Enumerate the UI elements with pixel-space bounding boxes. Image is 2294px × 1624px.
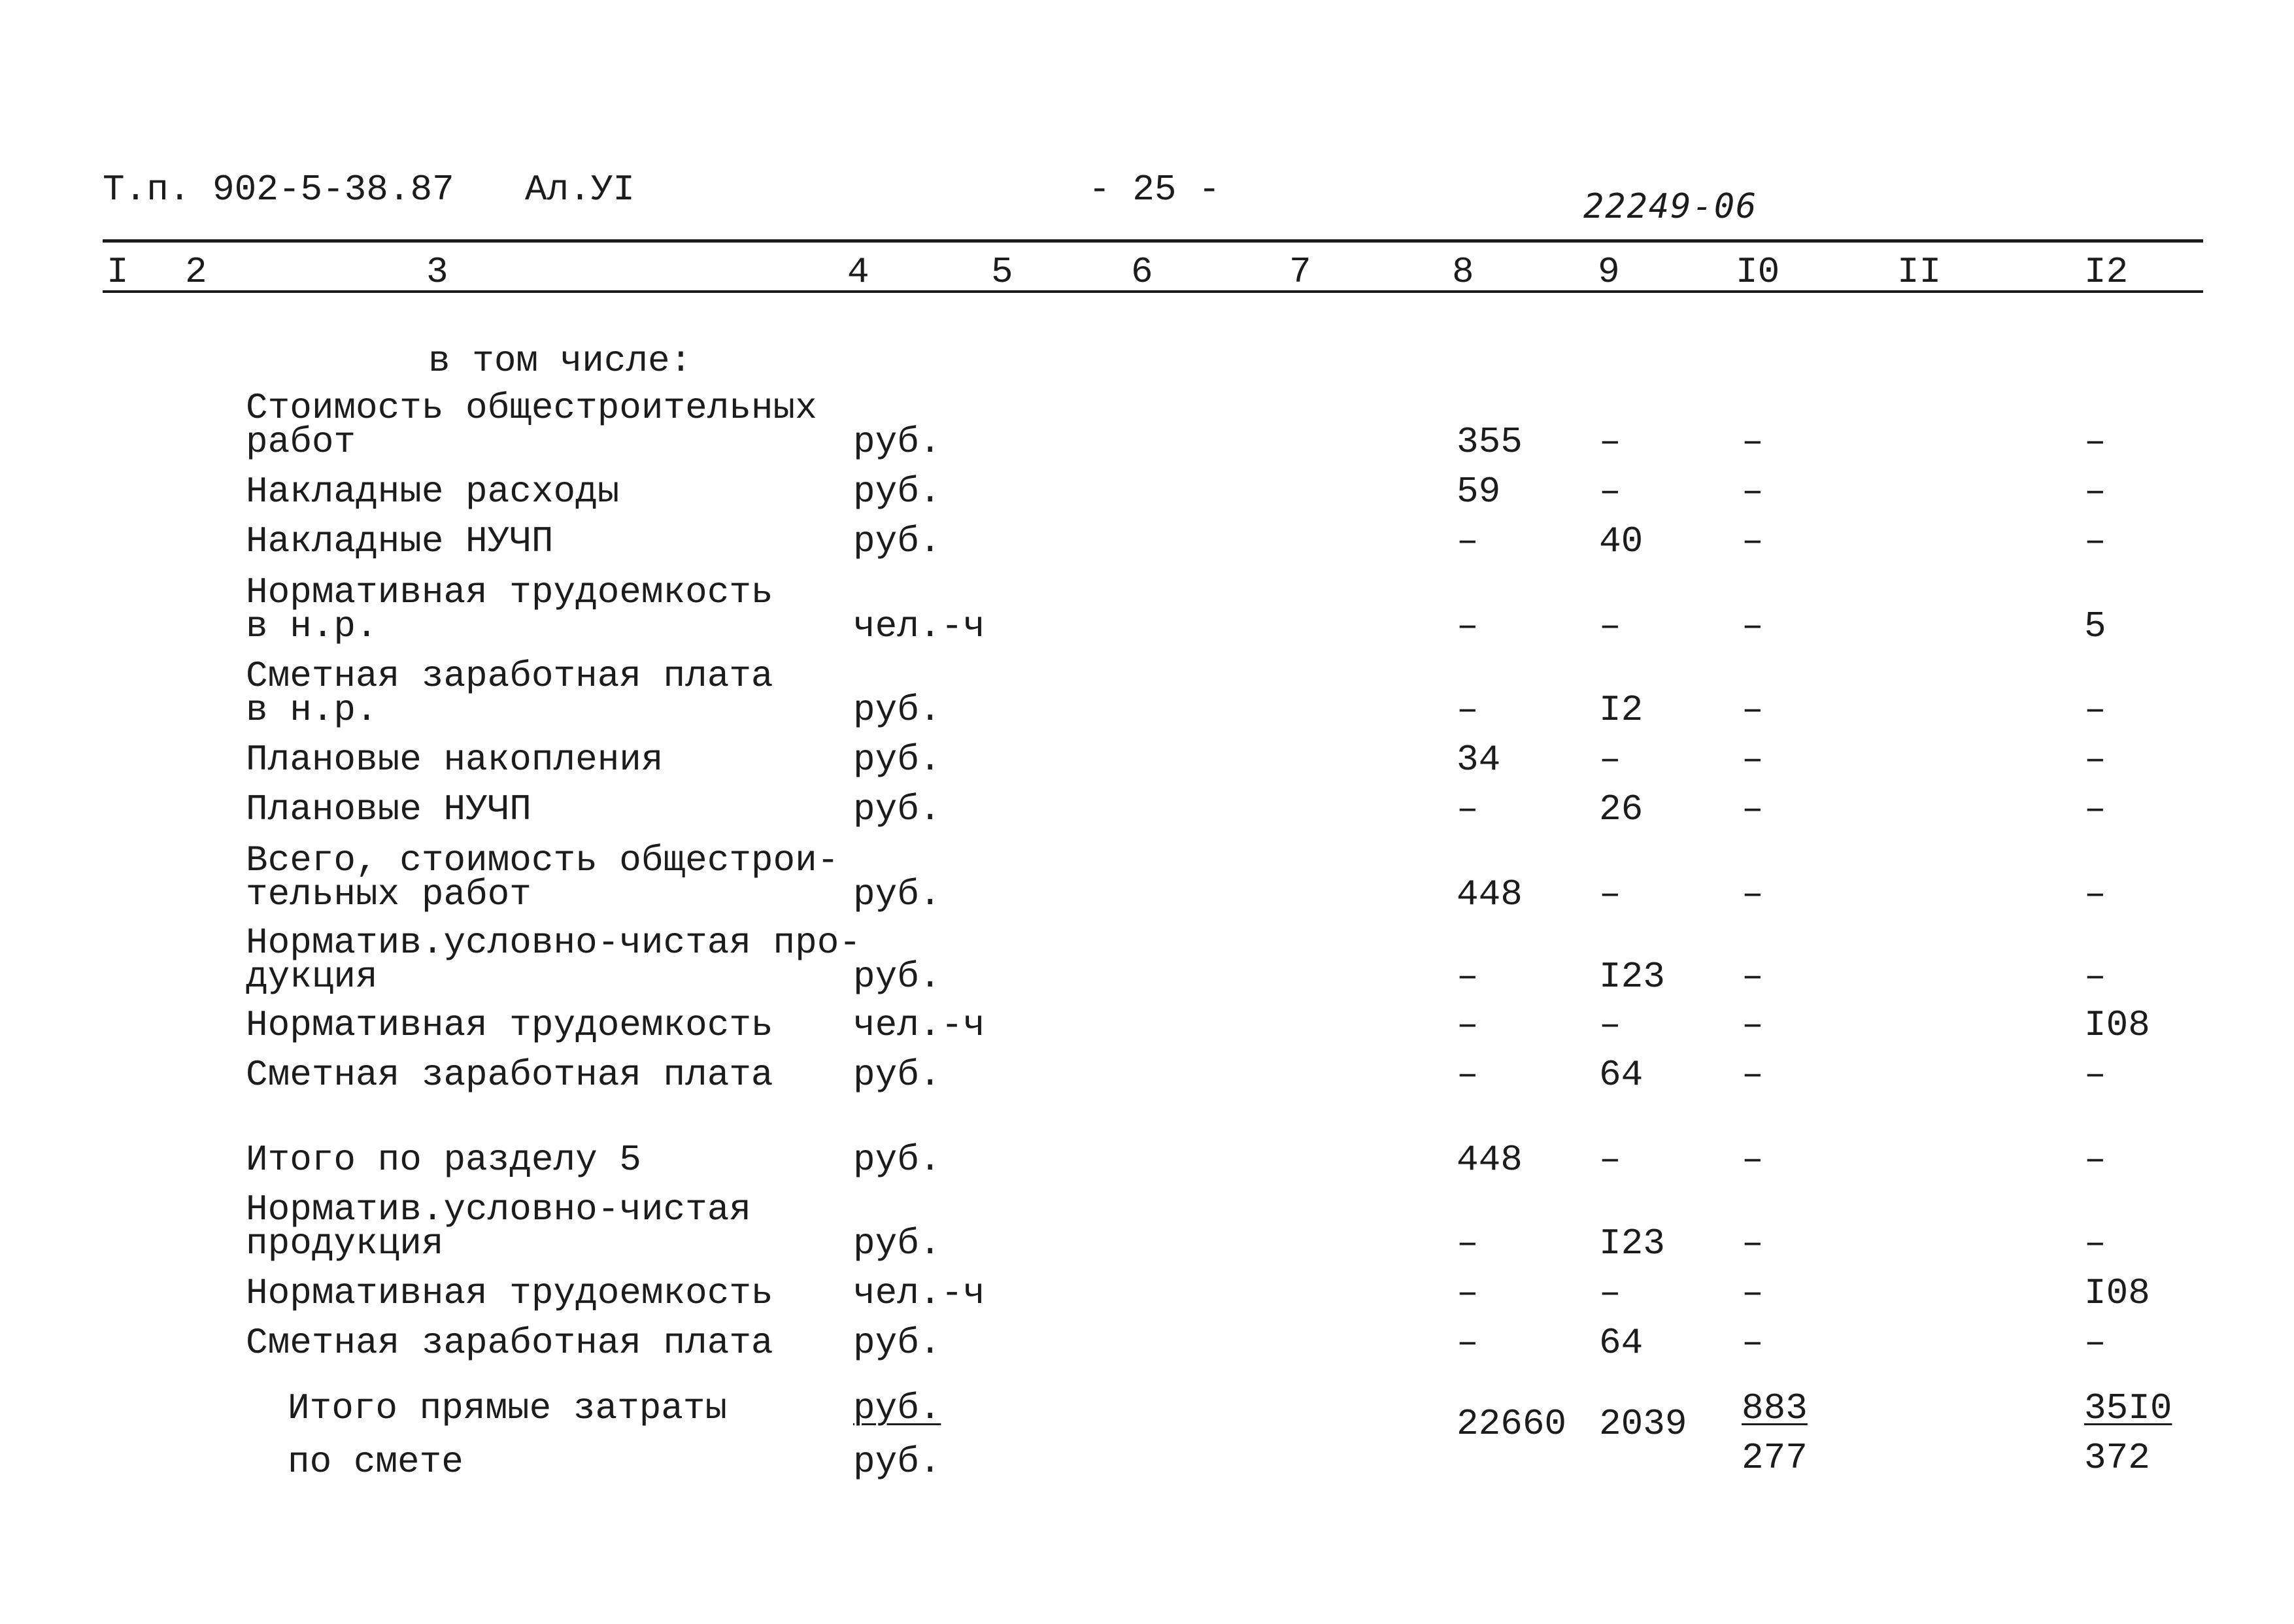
row-value-col8: – [1457,1054,1479,1096]
column-number-6: 6 [1131,251,1153,293]
total-label: Итого прямые затраты [288,1387,728,1429]
row-unit: руб. [853,1139,941,1181]
row-value-col9: – [1599,471,1621,513]
row-value-col10: – [1742,520,1764,562]
row-value-col9: – [1599,873,1621,915]
row-value-col9: 26 [1599,788,1644,830]
column-number-5: 5 [991,251,1013,293]
row-value-col9: I2 [1599,689,1644,731]
row-value-col10: – [1742,471,1764,513]
row-value-col9: – [1599,739,1621,781]
column-number-8: 8 [1452,251,1474,293]
row-label: Итого по разделу 5 [246,1139,641,1181]
row-value-col8: – [1457,689,1479,731]
row-value-col8: – [1457,1272,1479,1314]
row-label: Стоимость общестроительных работ [246,387,817,463]
row-value-col12: I08 [2084,1272,2150,1314]
total-value-col10-top: 883 [1742,1387,1808,1429]
row-value-col8: – [1457,956,1479,998]
inventory-number: 22249-06 [1583,187,1758,226]
row-value-col8: 448 [1457,1139,1523,1181]
row-value-col12: – [2084,956,2106,998]
row-label: Нормативная трудоемкость в н.р. [246,571,773,647]
row-label: Нормативная трудоемкость [246,1004,773,1046]
row-value-col10: – [1742,788,1764,830]
row-unit: руб. [853,1054,941,1096]
row-value-col12: – [2084,471,2106,513]
row-value-col12: – [2084,520,2106,562]
row-value-col8: – [1457,1322,1479,1364]
row-value-col10: – [1742,421,1764,463]
row-value-col9: – [1599,421,1621,463]
total-value-col10-bottom: 277 [1742,1437,1808,1479]
row-label: Плановые накопления [246,739,664,781]
row-unit: чел.-ч [853,1272,985,1314]
album-number: Ал.УI [525,169,635,211]
row-value-col9: 64 [1599,1054,1644,1096]
row-value-col9: – [1599,1272,1621,1314]
row-unit: руб. [853,1223,941,1264]
total-unit-estimate: руб. [853,1441,941,1483]
row-value-col10: – [1742,1223,1764,1264]
row-value-col8: 34 [1457,739,1501,781]
row-value-col9: I23 [1599,956,1665,998]
row-value-col9: 40 [1599,520,1644,562]
row-label: Норматив.условно-чистая про- дукция [246,922,861,998]
total-value-col9: 2039 [1599,1403,1687,1445]
row-value-col12: – [2084,689,2106,731]
column-number-11: II [1897,251,1942,293]
row-value-col8: – [1457,1004,1479,1046]
document-reference: Т.п. 902-5-38.87 [103,169,454,211]
page-number: - 25 - [1088,169,1221,211]
column-number-1: I [107,251,129,293]
column-number-10: I0 [1736,251,1780,293]
row-value-col10: – [1742,1322,1764,1364]
total-value-col12-top: 35I0 [2084,1387,2172,1429]
column-number-7: 7 [1289,251,1311,293]
row-unit: руб. [853,1322,941,1364]
row-value-col12: – [2084,873,2106,915]
row-value-col12: – [2084,1139,2106,1181]
row-value-col8: – [1457,788,1479,830]
row-value-col12: I08 [2084,1004,2150,1046]
row-value-col10: – [1742,605,1764,647]
row-value-col9: I23 [1599,1223,1665,1264]
row-unit: руб. [853,956,941,998]
row-value-col10: – [1742,689,1764,731]
row-value-col8: – [1457,1223,1479,1264]
row-value-col8: 355 [1457,421,1523,463]
section-caption: в том числе: [428,340,692,382]
column-number-2: 2 [185,251,207,293]
row-value-col12: – [2084,1322,2106,1364]
total-label-estimate: по смете [288,1441,464,1483]
row-label: Сметная заработная плата в н.р. [246,655,773,731]
row-unit: руб. [853,471,941,513]
row-unit: чел.-ч [853,605,985,647]
row-value-col8: – [1457,520,1479,562]
column-number-3: 3 [426,251,448,293]
row-value-col12: – [2084,788,2106,830]
row-unit: руб. [853,520,941,562]
row-label: Плановые НУЧП [246,788,531,830]
row-value-col12: 5 [2084,605,2106,647]
row-unit: руб. [853,689,941,731]
header-top-rule [103,239,2203,243]
row-unit: руб. [853,421,941,463]
row-value-col9: – [1599,1004,1621,1046]
row-value-col9: – [1599,1139,1621,1181]
row-label: Накладные расходы [246,471,620,513]
row-value-col10: – [1742,873,1764,915]
column-number-12: I2 [2084,251,2129,293]
row-label: Всего, стоимость общестрои- тельных работ [246,839,839,915]
column-number-9: 9 [1598,251,1620,293]
row-value-col10: – [1742,956,1764,998]
row-value-col12: – [2084,1054,2106,1096]
column-number-4: 4 [847,251,869,293]
row-value-col12: – [2084,1223,2106,1264]
row-value-col10: – [1742,1004,1764,1046]
row-label: Нормативная трудоемкость [246,1272,773,1314]
row-unit: руб. [853,739,941,781]
row-value-col12: – [2084,421,2106,463]
row-value-col9: 64 [1599,1322,1644,1364]
row-value-col8: 448 [1457,873,1523,915]
row-value-col9: – [1599,605,1621,647]
row-value-col8: – [1457,605,1479,647]
total-value-col8: 22660 [1457,1403,1567,1445]
row-value-col12: – [2084,739,2106,781]
row-value-col10: – [1742,1054,1764,1096]
total-value-col12-bottom: 372 [2084,1437,2150,1479]
row-label: Сметная заработная плата [246,1322,773,1364]
row-label: Норматив.условно-чистая продукция [246,1189,751,1264]
row-value-col10: – [1742,739,1764,781]
row-value-col8: 59 [1457,471,1501,513]
row-unit: руб. [853,873,941,915]
row-value-col10: – [1742,1272,1764,1314]
row-value-col10: – [1742,1139,1764,1181]
row-label: Сметная заработная плата [246,1054,773,1096]
row-label: Накладные НУЧП [246,520,554,562]
row-unit: руб. [853,788,941,830]
row-unit: чел.-ч [853,1004,985,1046]
total-unit: руб. [853,1387,941,1429]
